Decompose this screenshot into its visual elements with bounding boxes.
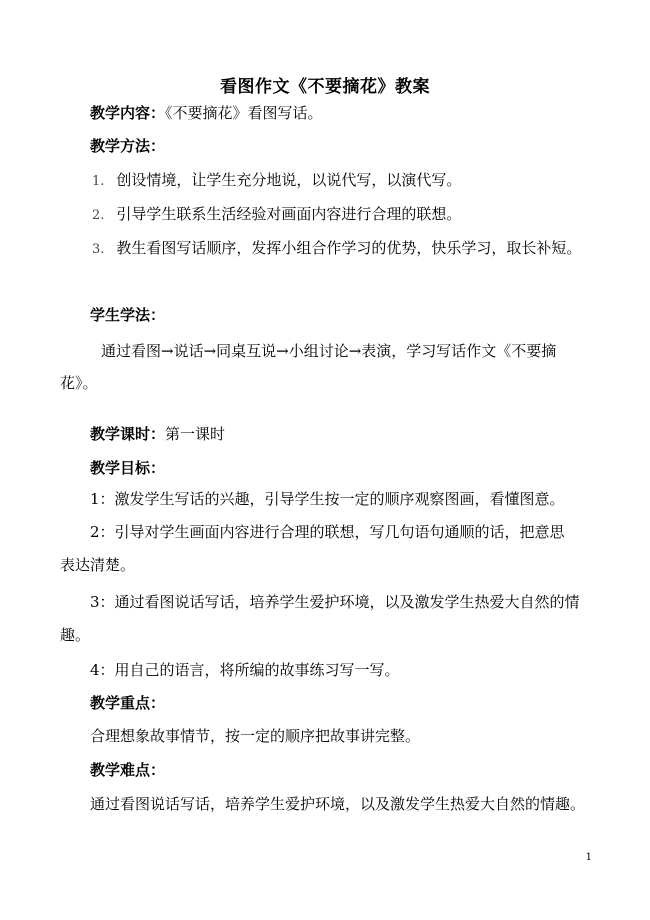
teaching-methods-label: 教学方法： <box>90 137 166 155</box>
page-number: 1 <box>585 852 592 863</box>
class-period-line <box>90 424 225 444</box>
key-points-label: 教学重点： <box>90 694 166 712</box>
goal-item-3-line1: 3：通过看图说话写话，培养学生爱护环境，以及激发学生热爱大自然的情 <box>90 593 580 611</box>
page-title: 看图作文《不要摘花》教案 <box>220 77 430 97</box>
class-period-text: 第一课时 <box>165 425 226 443</box>
method-item <box>92 170 461 192</box>
key-points-text: 合理想象故事情节，按一定的顺序把故事讲完整。 <box>90 727 421 745</box>
difficulties-label: 教学难点： <box>90 761 166 779</box>
goal-item-4: 4：用自己的语言，将所编的故事练习写一写。 <box>90 661 400 679</box>
teaching-content-text: 《不要摘花》看图写话。 <box>165 104 323 122</box>
goal-item-2-line1: 2：引导对学生画面内容进行合理的联想，写几句语句通顺的话，把意思 <box>90 523 565 541</box>
difficulties-text: 通过看图说话写话，培养学生爱护环境，以及激发学生热爱大自然的情趣。 <box>90 795 586 813</box>
goal-item-1: 1：激发学生写话的兴趣，引导学生按一定的顺序观察图画，看懂图意。 <box>90 490 565 508</box>
teaching-goals-label: 教学目标： <box>90 459 166 477</box>
method-item <box>92 238 581 260</box>
goal-item-2-line2: 表达清楚。 <box>60 556 136 574</box>
method-item-number: 2. <box>92 208 105 223</box>
student-study-text-line2: 花》。 <box>60 374 98 392</box>
teaching-content-label: 教学内容： <box>90 104 166 122</box>
method-item-text: 创设情境，让学生充分地说，以说代写，以演代写。 <box>116 171 462 189</box>
method-item-text: 引导学生联系生活经验对画面内容进行合理的联想。 <box>116 205 462 223</box>
method-item <box>92 204 461 226</box>
student-study-label: 学生学法： <box>90 306 166 324</box>
goal-item-3-line2: 趣。 <box>60 626 91 644</box>
method-item-number: 1. <box>92 174 105 189</box>
method-item-text: 教生看图写话顺序，发挥小组合作学习的优势，快乐学习，取长补短。 <box>116 239 582 257</box>
teaching-content-line <box>90 103 323 123</box>
method-item-number: 3. <box>92 242 105 257</box>
student-study-text-line1: 通过看图→说话→同桌互说→小组讨论→表演，学习写话作文《不要摘 <box>101 342 557 360</box>
class-period-label: 教学课时： <box>90 425 166 443</box>
